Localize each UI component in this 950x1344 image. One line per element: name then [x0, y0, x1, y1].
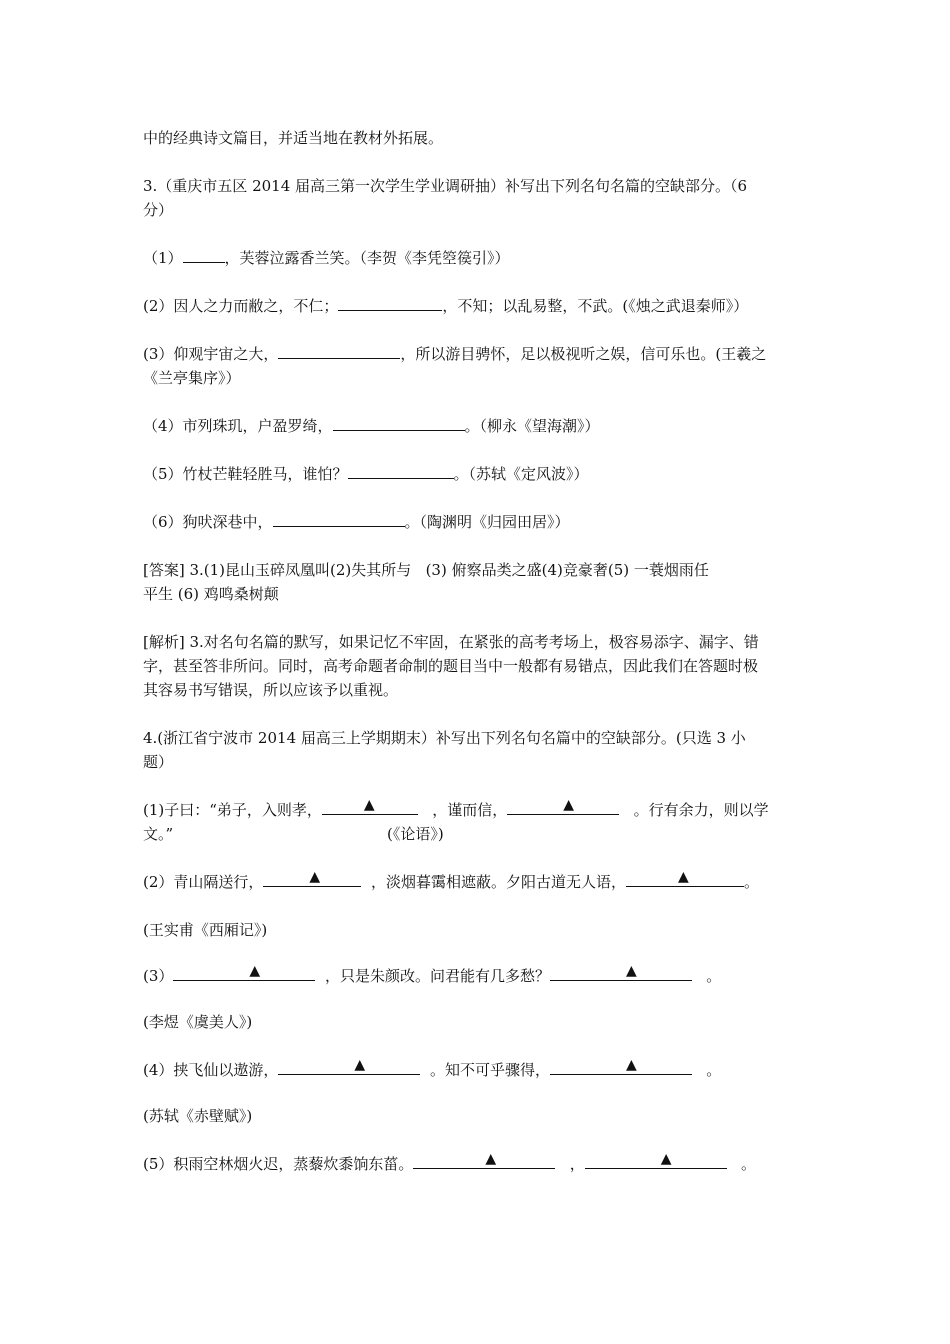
q4-item-3: (3） ▲ ，只是朱颜改。问君能有几多愁？ ▲ 。: [143, 963, 722, 985]
q4-item-1-cont: 文。”: [143, 825, 174, 843]
triangle-marker: ▲: [363, 797, 375, 813]
question-3-stem-cont: 分）: [143, 201, 174, 219]
q3-item-5: （5）竹杖芒鞋轻胜马，谁怕？ 。（苏轼《定风波》）: [143, 465, 589, 483]
triangle-marker: ▲: [354, 1057, 366, 1073]
triangle-marker: ▲: [677, 869, 689, 885]
triangle-marker: ▲: [625, 963, 637, 979]
answer-blank: [413, 1151, 555, 1169]
q3-item-3: (3）仰观宇宙之大， ，所以游目骋怀，足以极视听之娱，信可乐也。(王羲之: [143, 345, 767, 363]
q4-item-2-source: (王实甫《西厢记》): [143, 921, 268, 939]
question-3-stem: 3.（重庆市五区 2014 届高三第一次学生学业调研抽）补写出下列名句名篇的空缺部分。（6: [143, 177, 748, 195]
answer-blank: [338, 296, 442, 311]
answer-blank: [507, 797, 619, 815]
answer-blank: [278, 1057, 420, 1075]
question-4-stem: 4.(浙江省宁波市 2014 届高三上学期期末）补写出下列名句名篇中的空缺部分。(只选 3 小: [143, 729, 746, 747]
triangle-marker: ▲: [625, 1057, 637, 1073]
answer-blank: [278, 344, 400, 359]
q4-item-5: (5）积雨空林烟火迟，蒸藜炊黍饷东菑。 ▲ ， ▲ 。: [143, 1151, 757, 1173]
question-4-stem-cont: 题）: [143, 753, 174, 771]
answer-blank: [173, 963, 315, 981]
q3-item-4: （4）市列珠玑，户盈罗绮， 。（柳永《望海潮》）: [143, 417, 600, 435]
text-line: 中的经典诗文篇目，并适当地在教材外拓展。: [143, 129, 444, 147]
triangle-marker: ▲: [485, 1151, 497, 1167]
answer-blank: [550, 1057, 692, 1075]
triangle-marker: ▲: [660, 1151, 672, 1167]
q4-item-1: (1)子曰：“弟子，入则孝， ▲ ，谨而信， ▲ 。行有余力，则以学: [143, 797, 769, 819]
q4-item-3-source: (李煜《虞美人》): [143, 1013, 253, 1031]
explanation-paragraph: [解析] 3.对名句名篇的默写，如果记忆不牢固，在紧张的高考考场上，极容易添字、漏字、错: [143, 633, 759, 651]
q4-item-1-source: (《论语》): [387, 825, 444, 843]
triangle-marker: ▲: [309, 869, 321, 885]
q3-item-6: （6）狗吠深巷中， 。（陶渊明《归园田居》）: [143, 513, 570, 531]
answer-blank: [333, 416, 465, 431]
q4-item-4: (4）挟飞仙以遨游， ▲ 。知不可乎骤得， ▲ 。: [143, 1057, 722, 1079]
answer-blank: [322, 797, 418, 815]
answer-blank: [348, 464, 454, 479]
answer-blank: [273, 512, 405, 527]
answer-blank: [550, 963, 692, 981]
q3-item-3-cont: 《兰亭集序》）: [143, 369, 241, 387]
explanation-paragraph-cont: 字，甚至答非所问。同时，高考命题者命制的题目当中一般都有易错点，因此我们在答题时极: [143, 657, 759, 675]
answer-paragraph-cont: 平生 (6) 鸡鸣桑树颠: [143, 585, 279, 603]
q4-item-4-source: (苏轼《赤壁赋》): [143, 1107, 253, 1125]
triangle-marker: ▲: [563, 797, 575, 813]
answer-blank: [263, 869, 361, 887]
answer-paragraph: [答案] 3.(1)昆山玉碎凤凰叫(2)失其所与 (3) 俯察品类之盛(4)竞豪奢(5) 一蓑烟雨任: [143, 561, 709, 579]
triangle-marker: ▲: [249, 963, 261, 979]
answer-blank: [626, 869, 744, 887]
q3-item-2: (2）因人之力而敝之，不仁； ，不知；以乱易整，不武。(《烛之武退秦师》）: [143, 297, 749, 315]
answer-blank: [585, 1151, 727, 1169]
q3-item-1: （1） ，芙蓉泣露香兰笑。（李贺《李凭箜篌引》）: [143, 249, 510, 267]
explanation-paragraph-cont: 其容易书写错误，所以应该予以重视。: [143, 681, 399, 699]
q4-item-2: (2）青山隔送行， ▲ ，淡烟暮霭相遮蔽。夕阳古道无人语， ▲ 。: [143, 869, 759, 891]
answer-blank: [183, 248, 225, 263]
